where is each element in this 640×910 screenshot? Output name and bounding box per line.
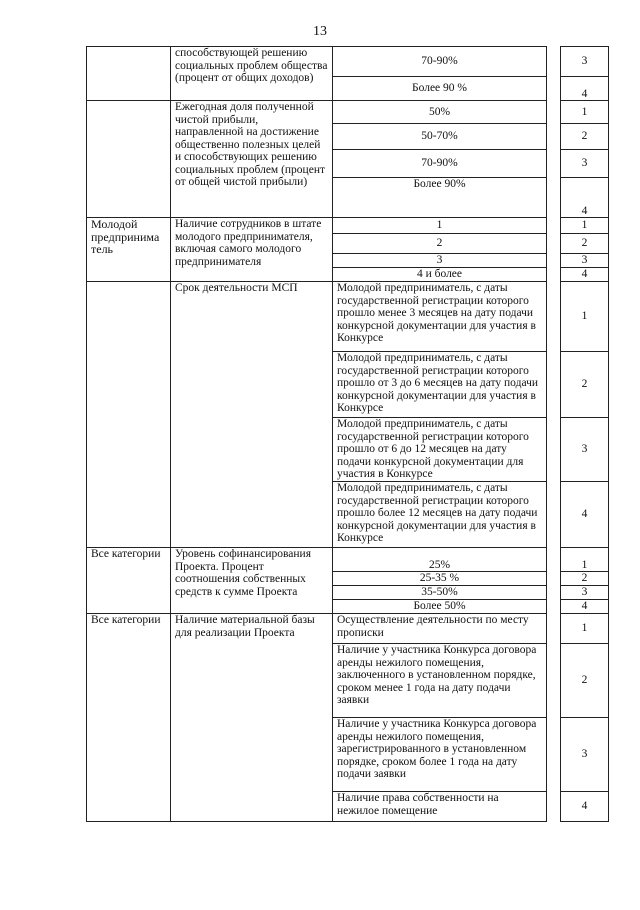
table-row [87, 282, 609, 352]
score-cell: 4 [561, 268, 609, 282]
score-cell: 1 [561, 218, 609, 234]
option-cell: 4 и более [333, 268, 547, 282]
category-cell: Все категории [87, 614, 171, 822]
score-cell: 2 [561, 234, 609, 254]
category-cell [87, 101, 171, 218]
table-row [87, 218, 609, 234]
score-cell: 3 [561, 254, 609, 268]
option-cell: 1 [333, 218, 547, 234]
score-cell: 2 [561, 124, 609, 150]
table-row [87, 548, 609, 572]
score-cell: 4 [561, 792, 609, 822]
criteria-table [86, 46, 609, 822]
score-cell: 2 [561, 644, 609, 718]
score-cell: 4 [561, 600, 609, 614]
table-row [87, 47, 609, 77]
score-cell: 2 [561, 352, 609, 418]
score-cell: 4 [561, 178, 609, 218]
category-cell: Все категории [87, 548, 171, 614]
score-cell: 3 [561, 586, 609, 600]
option-cell: Более 50% [333, 600, 547, 614]
table-row [87, 101, 609, 124]
option-cell: 50% [333, 101, 547, 124]
score-cell: 3 [561, 718, 609, 792]
score-cell: 3 [561, 418, 609, 482]
score-cell: 4 [561, 77, 609, 101]
option-cell: 25% [333, 548, 547, 572]
category-cell [87, 47, 171, 101]
option-cell: Молодой предприниматель, с даты государственной регистрации которого прошло от 6 до 12 месяцев на дату подачи конкурсной документации для участия в Конкурсе [333, 418, 547, 482]
criterion-cell: Уровень софинансирования Проекта. Процент соотношения собственных средств к сумме Проекта [171, 548, 333, 614]
option-cell: 50-70% [333, 124, 547, 150]
option-cell: Более 90% [333, 178, 547, 218]
option-cell: Более 90 % [333, 77, 547, 101]
option-cell: 2 [333, 234, 547, 254]
score-cell: 1 [561, 548, 609, 572]
criterion-cell: Срок деятельности МСП [171, 282, 333, 548]
option-cell: Осуществление деятельности по месту прописки [333, 614, 547, 644]
score-cell: 4 [561, 482, 609, 548]
table-row [87, 614, 609, 644]
option-cell: 3 [333, 254, 547, 268]
option-cell: 35-50% [333, 586, 547, 600]
option-cell: Молодой предприниматель, с даты государственной регистрации которого прошло менее 3 месяцев на дату подачи конкурсной документации для участия в Конкурсе [333, 282, 547, 352]
option-cell: 70-90% [333, 150, 547, 178]
score-cell: 3 [561, 47, 609, 77]
score-cell: 2 [561, 572, 609, 586]
score-cell: 3 [561, 150, 609, 178]
criterion-cell: Наличие материальной базы для реализации Проекта [171, 614, 333, 822]
score-cell: 1 [561, 282, 609, 352]
option-cell: Наличие у участника Конкурса договора аренды нежилого помещения, зарегистрированного в установленном порядке, сроком более 1 года на дату подачи заявки [333, 718, 547, 792]
option-cell: Молодой предприниматель, с даты государственной регистрации которого прошло более 12 месяцев на дату подачи конкурсной документации для участия в Конкурсе [333, 482, 547, 548]
option-cell: Наличие у участника Конкурса договора аренды нежилого помещения, заключенного в установленном порядке, сроком менее 1 года на дату подачи заявки [333, 644, 547, 718]
page-number: 13 [313, 24, 327, 39]
criterion-cell: способствующей решению социальных проблем общества (процент от общих доходов) [171, 47, 333, 101]
score-cell: 1 [561, 101, 609, 124]
option-cell: 25-35 % [333, 572, 547, 586]
option-cell: Наличие права собственности на нежилое помещение [333, 792, 547, 822]
criterion-cell: Наличие сотрудников в штате молодого предпринимателя, включая самого молодого предпринимателя [171, 218, 333, 282]
category-cell: Молодой предпринимa тель [87, 218, 171, 282]
option-cell: 70-90% [333, 47, 547, 77]
category-cell [87, 282, 171, 548]
option-cell: Молодой предприниматель, с даты государственной регистрации которого прошло от 3 до 6 месяцев на дату подачи конкурсной документации для участия в Конкурсе [333, 352, 547, 418]
score-cell: 1 [561, 614, 609, 644]
criterion-cell: Ежегодная доля полученной чистой прибыли, направленной на достижение общественно полезных целей и способствующих решению социальных проблем (процент от общей чистой прибыли) [171, 101, 333, 218]
